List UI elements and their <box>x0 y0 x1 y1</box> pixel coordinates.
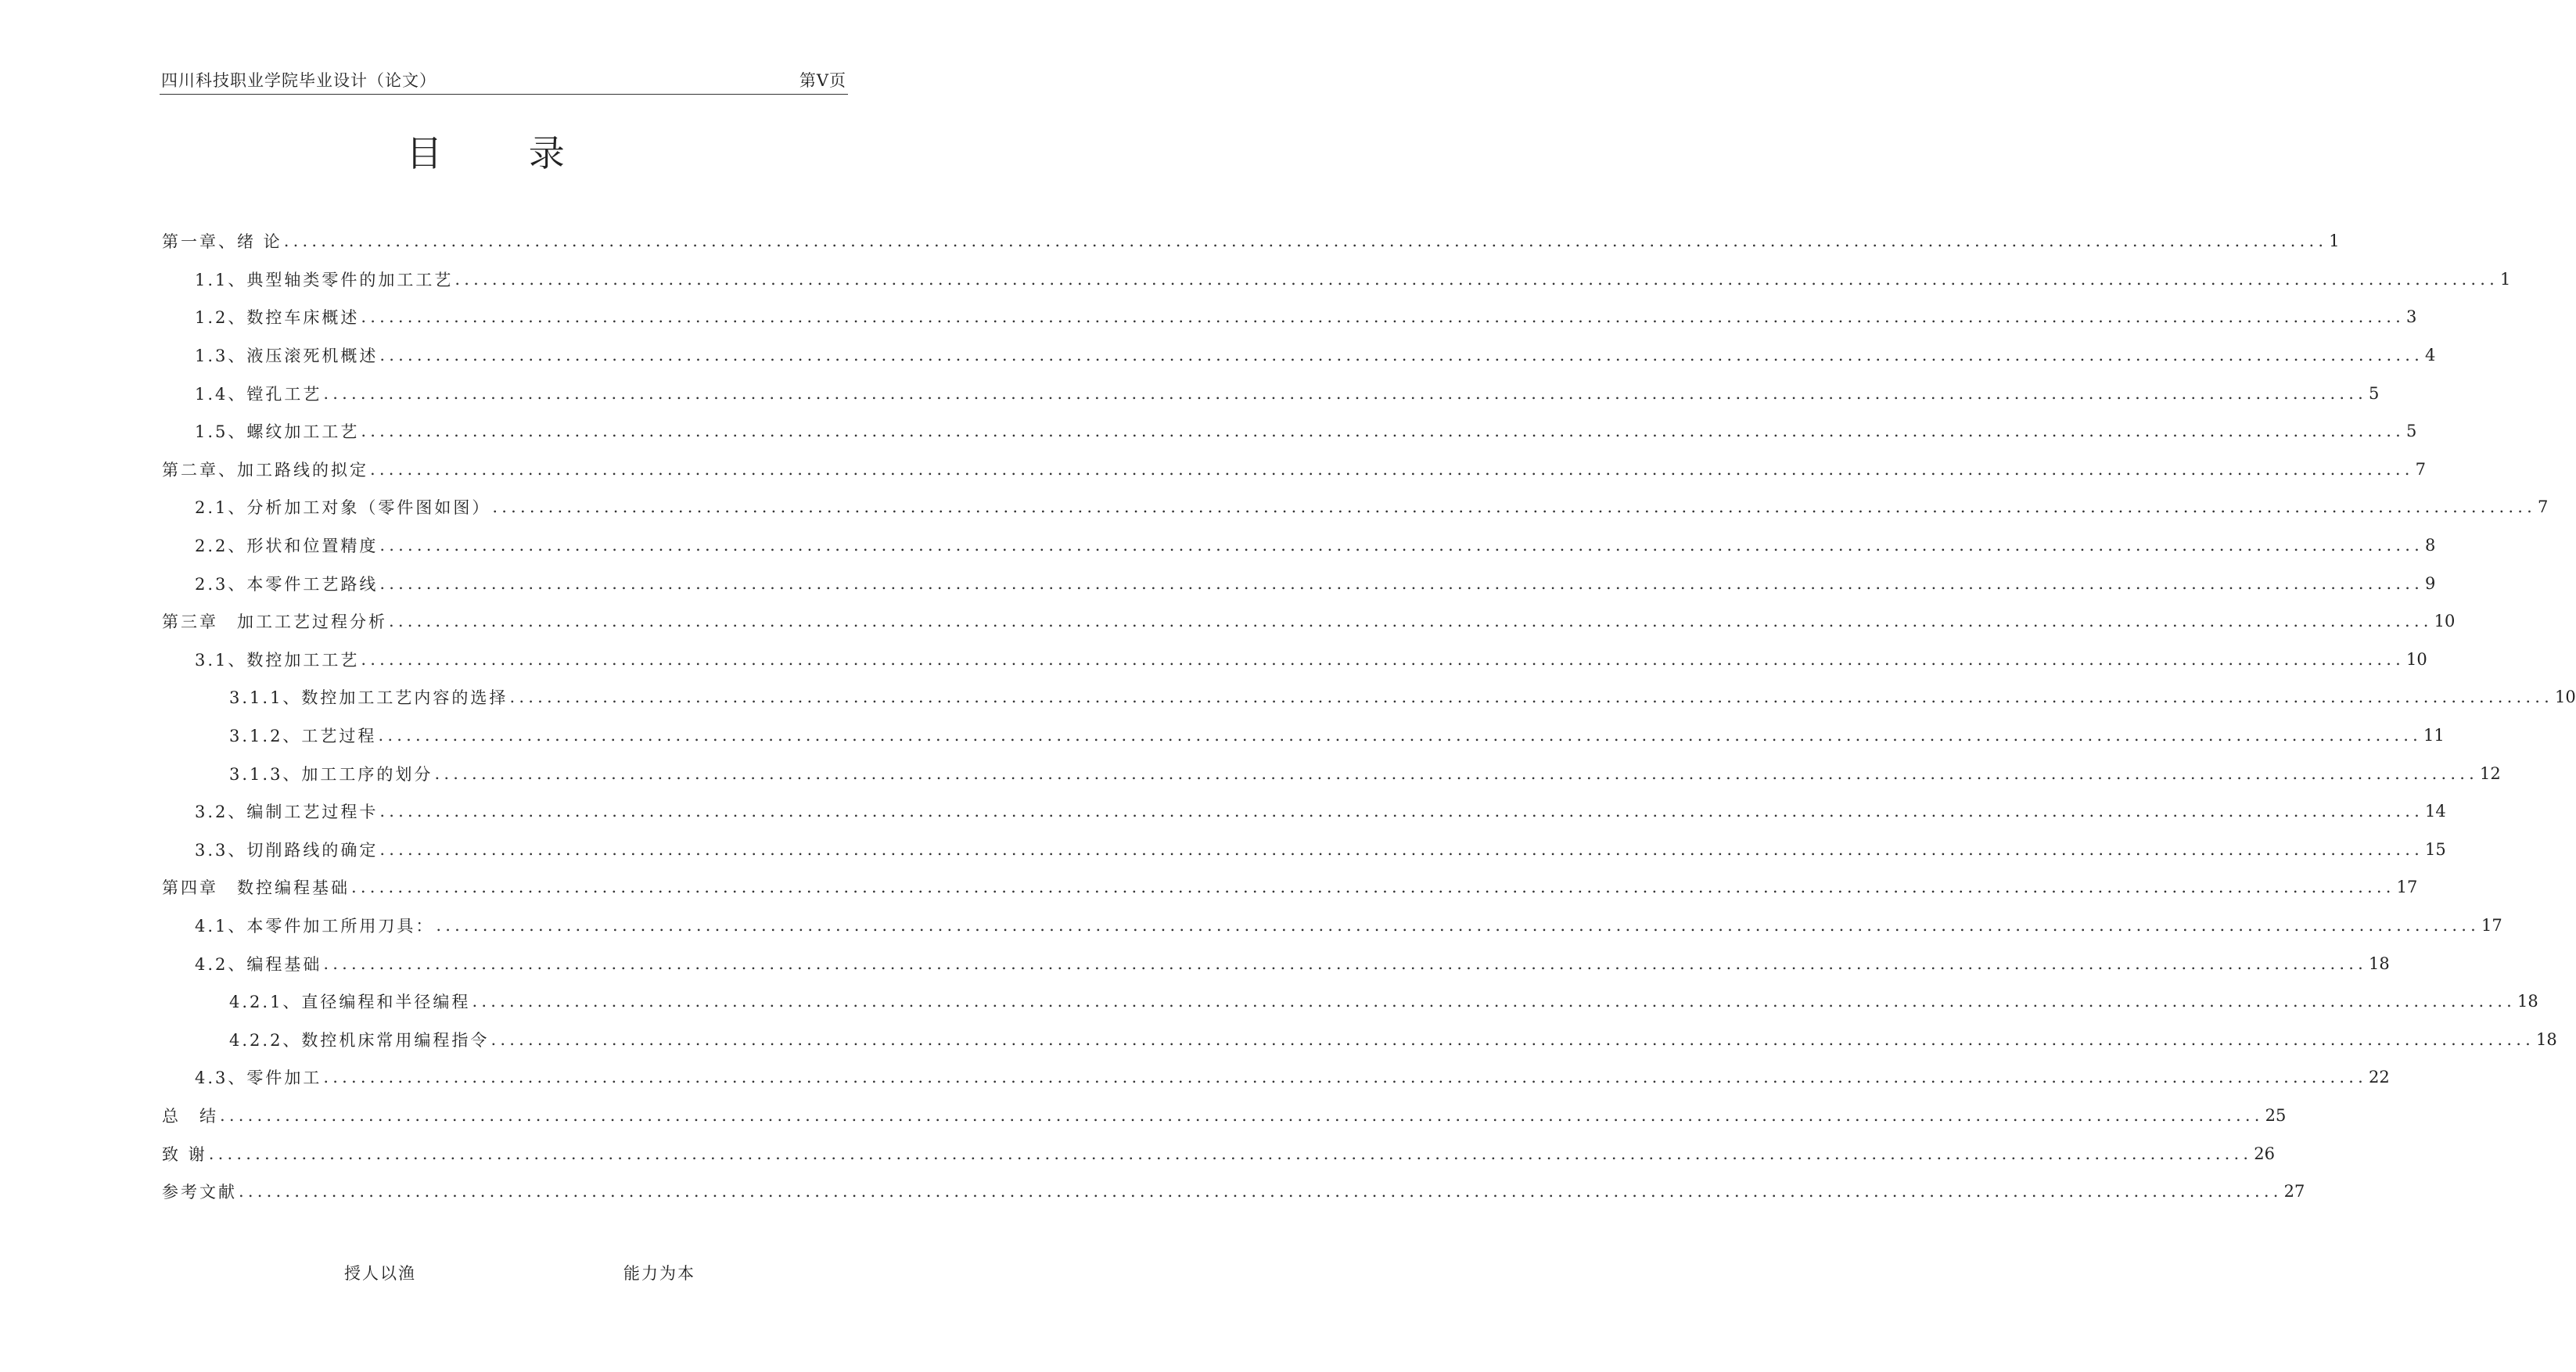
toc-entry-label: 1.5、螺纹加工工艺 <box>195 422 360 442</box>
toc-entry-label: 1.1、典型轴类零件的加工工艺 <box>195 270 454 289</box>
toc-entry-label: 第二章、加工路线的拟定 <box>162 460 368 479</box>
toc-entry[interactable] <box>162 1097 2287 1135</box>
toc-entry-page: 1 <box>2499 269 2511 289</box>
toc-entry-label: 1.3、液压滚死机概述 <box>195 347 379 366</box>
toc-entry-page: 7 <box>2415 459 2426 479</box>
table-of-contents <box>162 222 2576 1210</box>
toc-leader-dots: ............................................................................................................................................................................................................................ <box>389 612 2433 631</box>
toc-entry-page: 10 <box>2434 612 2456 631</box>
toc-leader-dots: ............................................................................................................................................................................................................................ <box>378 726 2423 745</box>
toc-leader-dots: ............................................................................................................................................................................................................................ <box>323 1068 2367 1087</box>
toc-entry[interactable] <box>162 1058 2390 1097</box>
toc-entry-page: 25 <box>2265 1105 2287 1125</box>
toc-entry-label: 3.2、编制工艺过程卡 <box>195 803 379 822</box>
toc-entry-label: 第三章 加工工艺过程分析 <box>162 612 387 632</box>
toc-entry[interactable] <box>162 336 2436 375</box>
toc-leader-dots: ............................................................................................................................................................................................................................ <box>208 1144 2253 1163</box>
toc-leader-dots: ............................................................................................................................................................................................................................ <box>370 459 2414 479</box>
toc-entry-label: 1.2、数控车床概述 <box>195 308 360 328</box>
toc-leader-dots: ............................................................................................................................................................................................................................ <box>379 536 2423 555</box>
toc-entry[interactable] <box>162 641 2427 679</box>
toc-entry-label: 参考文献 <box>162 1183 237 1202</box>
toc-leader-dots: ............................................................................................................................................................................................................................ <box>490 1029 2535 1049</box>
toc-leader-dots: ............................................................................................................................................................................................................................ <box>454 269 2499 289</box>
toc-entry[interactable] <box>162 564 2436 602</box>
toc-leader-dots: ............................................................................................................................................................................................................................ <box>361 649 2405 669</box>
toc-entry[interactable] <box>162 412 2417 451</box>
toc-entry-label: 4.2.2、数控机床常用编程指令 <box>229 1030 490 1050</box>
toc-leader-dots: ............................................................................................................................................................................................................................ <box>379 346 2423 365</box>
toc-entry[interactable] <box>162 222 2340 260</box>
toc-entry-page: 9 <box>2424 573 2436 593</box>
toc-leader-dots: ............................................................................................................................................................................................................................ <box>472 992 2517 1011</box>
toc-leader-dots: ............................................................................................................................................................................................................................ <box>434 763 2479 783</box>
toc-entry[interactable] <box>162 678 2576 717</box>
toc-entry[interactable] <box>162 602 2456 641</box>
toc-entry-page: 8 <box>2424 536 2436 555</box>
toc-entry-page: 15 <box>2424 839 2446 859</box>
toc-leader-dots: ............................................................................................................................................................................................................................ <box>436 915 2480 935</box>
toc-entry[interactable] <box>162 868 2418 907</box>
toc-entry[interactable] <box>162 451 2426 489</box>
toc-entry-page: 3 <box>2405 307 2417 327</box>
toc-entry-page: 4 <box>2424 346 2436 365</box>
toc-entry-label: 3.1.2、工艺过程 <box>229 727 377 746</box>
toc-entry-label: 2.1、分析加工对象（零件图如图） <box>195 498 491 518</box>
toc-leader-dots: ............................................................................................................................................................................................................................ <box>361 307 2405 327</box>
toc-entry[interactable] <box>162 526 2436 565</box>
toc-entry-page: 27 <box>2283 1182 2305 1201</box>
footer-motto-right: 能力为本 <box>623 1264 695 1283</box>
toc-leader-dots: ............................................................................................................................................................................................................................ <box>361 422 2405 441</box>
toc-entry[interactable] <box>162 488 2549 526</box>
toc-leader-dots: ............................................................................................................................................................................................................................ <box>379 802 2423 821</box>
toc-entry[interactable] <box>162 717 2445 755</box>
toc-leader-dots: ............................................................................................................................................................................................................................ <box>492 497 2536 517</box>
toc-entry-page: 11 <box>2423 726 2445 745</box>
toc-entry[interactable] <box>162 754 2501 792</box>
toc-entry[interactable] <box>162 260 2511 299</box>
toc-leader-dots: ............................................................................................................................................................................................................................ <box>283 232 2328 251</box>
page-title: 目 录 <box>406 132 602 174</box>
toc-entry-label: 第四章 数控编程基础 <box>162 878 350 898</box>
toc-entry-label: 第一章、绪 论 <box>162 232 282 252</box>
toc-entry[interactable] <box>162 982 2538 1021</box>
toc-entry[interactable] <box>162 944 2390 982</box>
toc-leader-dots: ............................................................................................................................................................................................................................ <box>323 383 2367 403</box>
toc-entry-label: 4.1、本零件加工所用刀具： <box>195 916 435 936</box>
toc-entry-page: 5 <box>2368 383 2380 403</box>
toc-entry-page: 10 <box>2555 688 2576 707</box>
toc-leader-dots: ............................................................................................................................................................................................................................ <box>509 688 2554 707</box>
toc-entry[interactable] <box>162 907 2502 945</box>
toc-entry-page: 14 <box>2424 802 2446 821</box>
toc-entry-label: 1.4、镗孔工艺 <box>195 384 322 404</box>
toc-leader-dots: ............................................................................................................................................................................................................................ <box>379 839 2423 859</box>
toc-entry-label: 3.1.1、数控加工工艺内容的选择 <box>229 688 508 708</box>
toc-entry-page: 18 <box>2517 992 2538 1011</box>
toc-entry-label: 3.1.3、加工工序的划分 <box>229 764 433 784</box>
toc-entry-page: 17 <box>2396 878 2418 897</box>
toc-entry-label: 3.1、数控加工工艺 <box>195 650 360 670</box>
toc-leader-dots: ............................................................................................................................................................................................................................ <box>220 1105 2264 1125</box>
header-page-number: 第Ⅴ页 <box>799 71 846 90</box>
toc-leader-dots: ............................................................................................................................................................................................................................ <box>239 1182 2283 1201</box>
toc-leader-dots: ............................................................................................................................................................................................................................ <box>323 954 2367 973</box>
toc-entry-label: 2.2、形状和位置精度 <box>195 537 379 556</box>
toc-entry-label: 4.2、编程基础 <box>195 954 322 974</box>
toc-entry[interactable] <box>162 1173 2305 1211</box>
toc-entry-page: 10 <box>2405 649 2427 669</box>
toc-entry[interactable] <box>162 831 2446 869</box>
toc-entry-page: 5 <box>2405 422 2417 441</box>
toc-entry[interactable] <box>162 792 2446 831</box>
toc-leader-dots: ............................................................................................................................................................................................................................ <box>379 573 2423 593</box>
toc-entry-label: 致 谢 <box>162 1144 207 1164</box>
toc-entry[interactable] <box>162 374 2380 412</box>
toc-entry[interactable] <box>162 298 2417 336</box>
toc-entry-page: 17 <box>2481 915 2502 935</box>
toc-entry-label: 总 结 <box>162 1106 218 1126</box>
footer-motto-left: 授人以渔 <box>344 1264 416 1283</box>
header-school-title: 四川科技职业学院毕业设计（论文） <box>161 71 437 90</box>
page-header <box>160 67 848 95</box>
toc-entry-label: 4.3、零件加工 <box>195 1069 322 1088</box>
toc-entry-label: 2.3、本零件工艺路线 <box>195 574 379 594</box>
toc-entry-page: 18 <box>2536 1029 2557 1049</box>
toc-entry[interactable] <box>162 1020 2557 1058</box>
toc-entry-page: 12 <box>2480 763 2501 783</box>
toc-entry-page: 26 <box>2254 1144 2275 1163</box>
toc-entry-page: 7 <box>2537 497 2549 517</box>
toc-entry-label: 3.3、切削路线的确定 <box>195 840 379 860</box>
toc-entry-page: 18 <box>2368 954 2390 973</box>
toc-entry-label: 4.2.1、直径编程和半径编程 <box>229 993 471 1012</box>
toc-entry[interactable] <box>162 1134 2275 1173</box>
toc-entry-page: 1 <box>2329 232 2340 251</box>
toc-entry-page: 22 <box>2368 1068 2390 1087</box>
toc-leader-dots: ............................................................................................................................................................................................................................ <box>351 878 2395 897</box>
